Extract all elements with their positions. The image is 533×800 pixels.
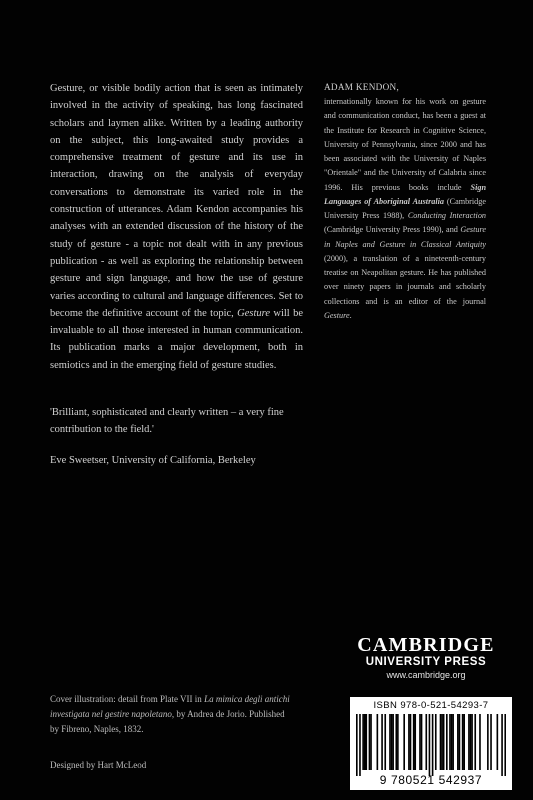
barcode-bar bbox=[429, 714, 431, 776]
barcode-bar bbox=[381, 714, 383, 770]
description-text-end: will be invaluable to all those interested in human communication. Its publication marks a major development, both in semiotics and in the emerging field of gesture studies. bbox=[50, 307, 304, 371]
cover-credits bbox=[50, 692, 290, 737]
barcode-bar bbox=[421, 714, 423, 770]
barcode-bar bbox=[497, 714, 499, 770]
publisher-subname: UNIVERSITY PRESS bbox=[365, 656, 487, 668]
description-text: Gesture, or visible bodily action that is seen as intimately involved in the activity of speaking, has long fascinated scholars and laymen alike. Written by a leading authority on the subject, this long-awaited study provides a comprehensive treatment of gesture and its use in interaction, drawing on the analysis of everyday conversations to demonstrate its varied role in the construction of utterances. Adam Kendon accompanies his analyses with an extended discussion of the history of the study of gesture - a topic not dealt with in any previous publication - as well as exploring the relationship between gesture and sign language, and how the use of gesture varies according to cultural and language differences. Set to become the definitive account of the topic, bbox=[50, 83, 303, 319]
barcode-bar bbox=[490, 714, 492, 770]
isbn-barcode bbox=[350, 697, 512, 790]
source-title: La mimica degli antichi investigata nel gestire napoletano bbox=[50, 694, 290, 719]
barcode-bar bbox=[501, 714, 503, 776]
barcode-bar bbox=[391, 714, 393, 770]
book-title-gesture-in-naples: Gesture in Naples and Gesture in Classical Antiquity bbox=[324, 225, 486, 249]
barcode-bar bbox=[459, 714, 461, 770]
barcode-bar bbox=[377, 714, 379, 770]
designer-credit: Designed by Hart McLeod bbox=[50, 760, 147, 770]
barcode-bar bbox=[408, 714, 410, 770]
barcode-bar bbox=[435, 714, 437, 770]
barcode-bar bbox=[414, 714, 416, 770]
barcode-bar bbox=[474, 714, 476, 770]
publisher-logo bbox=[340, 635, 512, 681]
barcode-bar bbox=[487, 714, 489, 770]
barcode-bar bbox=[443, 714, 445, 770]
barcode-bar bbox=[364, 714, 366, 770]
barcode-bar bbox=[457, 714, 459, 770]
book-title-sign-languages: Sign Languages of Aboriginal Australia bbox=[324, 182, 486, 206]
barcode-bar bbox=[370, 714, 372, 770]
barcode-bar bbox=[470, 714, 472, 770]
barcode-bar bbox=[389, 714, 391, 770]
barcode-bar bbox=[419, 714, 421, 770]
barcode-bar bbox=[441, 714, 443, 770]
barcode-bar bbox=[451, 714, 453, 770]
publisher-url: www.cambridge.org bbox=[386, 670, 466, 680]
publisher-name: CAMBRIDGE bbox=[357, 634, 495, 656]
cover-illustration-credit: Cover illustration: detail from Plate VII in La mimica degli antichi investigata nel gestire napoletano, by Andrea de Jorio. Published by Fibreno, Naples, 1832. bbox=[50, 694, 290, 734]
review-attribution: Eve Sweetser, University of California, Berkeley bbox=[50, 454, 256, 466]
barcode-bar bbox=[413, 714, 415, 770]
barcode-bar bbox=[356, 714, 358, 776]
barcode-bar bbox=[468, 714, 470, 770]
barcode-bar bbox=[449, 714, 451, 770]
barcode-bar bbox=[359, 714, 361, 776]
barcode-bar bbox=[395, 714, 397, 770]
barcode-bar bbox=[392, 714, 394, 770]
barcode-bar bbox=[369, 714, 371, 770]
description-title-italic: Gesture bbox=[237, 307, 271, 319]
journal-title-gesture: Gesture bbox=[324, 310, 350, 320]
barcode-bar bbox=[446, 714, 448, 770]
book-description bbox=[50, 80, 303, 374]
barcode-bar bbox=[365, 714, 367, 770]
book-title-conducting-interaction: Conducting Interaction bbox=[407, 211, 487, 220]
barcode-bar bbox=[397, 714, 399, 770]
review-quote: 'Brilliant, sophisticated and clearly written – a very fine contribution to the field.' bbox=[50, 407, 284, 436]
barcode-bar bbox=[452, 714, 454, 770]
barcode-bar bbox=[504, 714, 506, 776]
barcode-digits: 9 780521 542937 bbox=[379, 773, 483, 787]
barcode-bar bbox=[425, 714, 427, 770]
barcode-bar bbox=[410, 714, 412, 770]
barcode-bar bbox=[471, 714, 473, 770]
barcode-bar bbox=[479, 714, 481, 770]
barcode-bar bbox=[463, 714, 465, 770]
author-bio bbox=[324, 79, 486, 323]
author-name: ADAM KENDON, bbox=[324, 82, 400, 92]
isbn-label: ISBN 978-0-521-54293-7 bbox=[373, 700, 489, 711]
left-column bbox=[50, 80, 303, 469]
barcode-bars bbox=[356, 714, 506, 776]
barcode-bar bbox=[362, 714, 364, 770]
barcode-bar bbox=[462, 714, 464, 770]
barcode-bar bbox=[384, 714, 386, 770]
barcode-bar bbox=[432, 714, 434, 776]
barcode-bar bbox=[440, 714, 442, 770]
barcode-bar bbox=[403, 714, 405, 770]
author-bio-text: internationally known for his work on gesture and communication conduct, has been a guest at the Institute for Research in Cognitive Science, University of Pennsylvania, since 2000 and has been associated with the University of Naples "Orientale" and the University of Calabria since 1996. His previous books include Sign Languages of Aboriginal Australia (Cambridge University Press 1988), Conducting Interaction (Cambridge University Press 1990), and Gesture in Naples and Gesture in Classical Antiquity (2000), a translation of a nineteenth-century treatise on Neapolitan gesture. He has published over ninety papers in journals and scholarly collections and is an editor of the journal Gesture. bbox=[324, 97, 487, 320]
